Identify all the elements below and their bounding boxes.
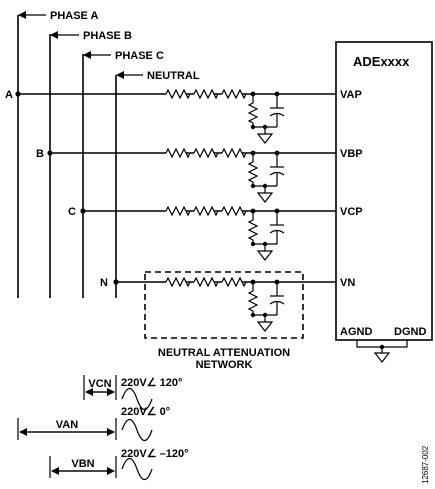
- pin-vap: VAP: [340, 89, 362, 101]
- vbn-sine-icon: [122, 459, 152, 480]
- channel-vap: [18, 90, 336, 143]
- ground-icon-vap: [258, 134, 272, 143]
- resistor-vcp-3: [222, 207, 246, 215]
- resistor-vap-1: [166, 90, 190, 98]
- network-label-line2: NETWORK: [195, 359, 253, 371]
- resistor-vn-3: [222, 278, 246, 286]
- phase-a-label: PHASE A: [50, 10, 99, 22]
- pin-vcp: VCP: [340, 206, 363, 218]
- pin-agnd: AGND: [340, 326, 373, 338]
- neutral-label: NEUTRAL: [147, 70, 200, 82]
- van-value: 220V∠ 0°: [121, 406, 171, 418]
- shunt-resistor-vbp: [249, 162, 257, 182]
- attenuation-networks: [18, 90, 336, 331]
- shunt-resistor-vcp: [249, 220, 257, 240]
- vcn-label: VCN: [88, 378, 112, 390]
- phase-c-label: PHASE C: [115, 50, 164, 62]
- adexxxx-chip: [336, 42, 432, 340]
- channel-vbp: [50, 149, 336, 202]
- resistor-vbp-3: [222, 149, 246, 157]
- resistor-vcp-1: [166, 207, 190, 215]
- node-b-label: B: [36, 148, 44, 160]
- van-sine-icon: [122, 420, 152, 441]
- figure-code: 12687-002: [421, 445, 430, 484]
- resistor-vbp-2: [194, 149, 218, 157]
- node-n-label: N: [100, 277, 108, 289]
- phase-b-label: PHASE B: [83, 30, 132, 42]
- ground-icon-vcp: [258, 251, 272, 260]
- pin-vbp: VBP: [340, 148, 363, 160]
- network-label-line1: NEUTRAL ATTENUATION: [157, 347, 291, 359]
- pin-dgnd: DGND: [394, 326, 427, 338]
- pin-vn: VN: [340, 277, 356, 289]
- node-a-label: A: [5, 89, 13, 101]
- resistor-vn-1: [166, 278, 190, 286]
- chip-name: ADExxxx: [353, 54, 410, 69]
- vbn-value: 220V∠ –120°: [121, 448, 189, 460]
- ground-icon-vn: [258, 322, 272, 331]
- channel-vcp: [83, 207, 336, 260]
- chip-ground-icon: [375, 353, 389, 362]
- resistor-vap-3: [222, 90, 246, 98]
- vcn-value: 220V∠ 120°: [121, 377, 183, 389]
- phasor-annotations: [18, 375, 188, 480]
- ground-icon-vbp: [258, 193, 272, 202]
- resistor-vcp-2: [194, 207, 218, 215]
- shunt-resistor-vn: [249, 291, 257, 311]
- shunt-resistor-vap: [249, 103, 257, 123]
- node-c-label: C: [68, 206, 76, 218]
- resistor-vbp-1: [166, 149, 190, 157]
- resistor-vap-2: [194, 90, 218, 98]
- resistor-vn-2: [194, 278, 218, 286]
- van-label: VAN: [55, 419, 79, 431]
- vbn-label: VBN: [71, 458, 95, 470]
